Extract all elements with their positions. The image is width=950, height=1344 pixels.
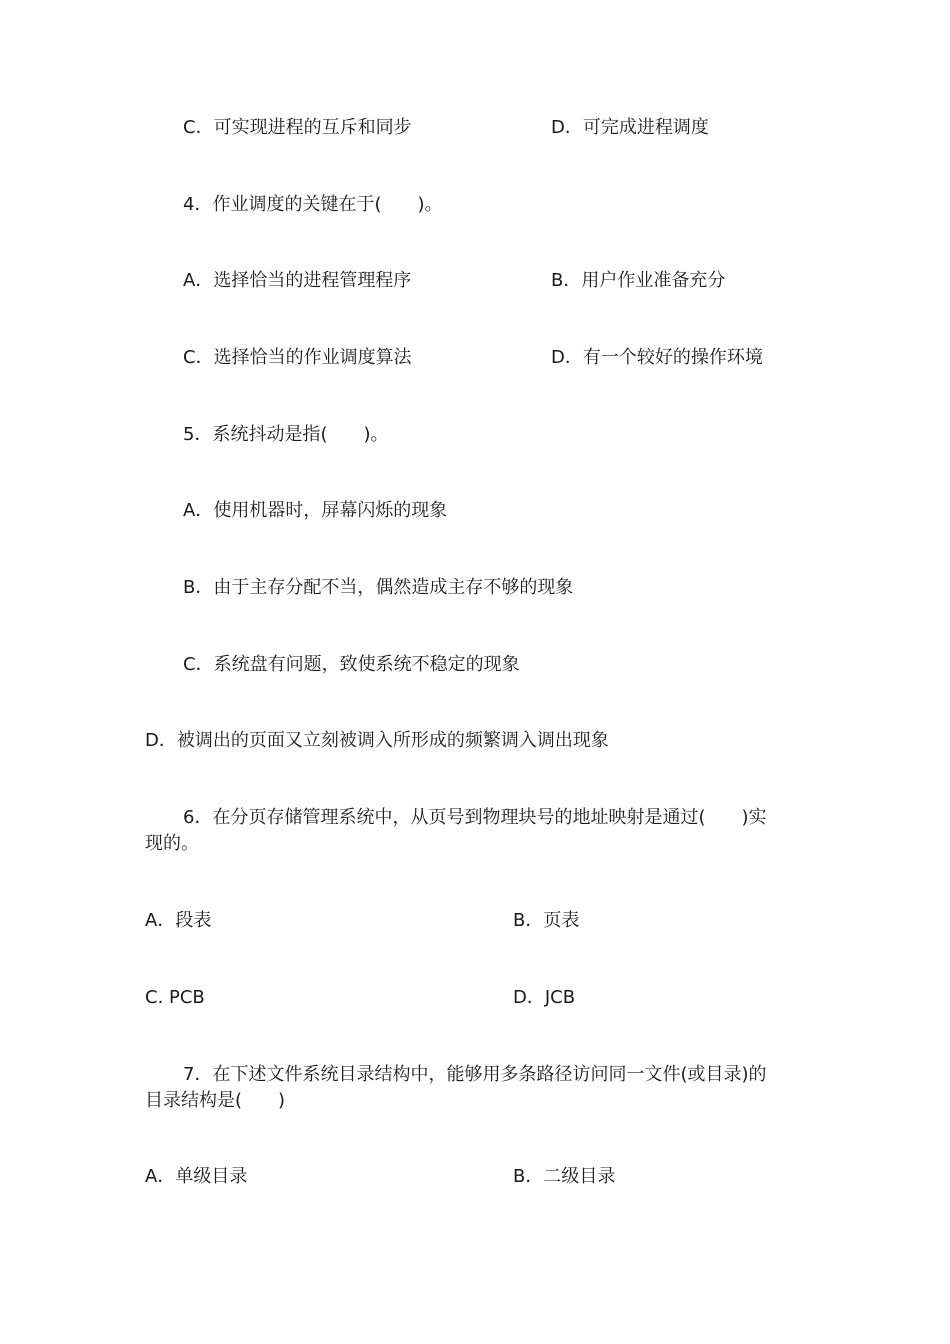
question-5-stem: 5．系统抖动是指( )。 [183,424,389,445]
question-7-option-b: B．二级目录 [513,1166,616,1187]
question-7-stem-line-1: 7．在下述文件系统目录结构中，能够用多条路径访问同一文件(或目录)的 [183,1064,767,1085]
question-5-option-d: D．被调出的页面又立刻被调入所形成的频繁调入调出现象 [145,730,609,751]
question-7-stem-line-2: 目录结构是( ) [145,1090,286,1111]
question-6-stem-line-1: 6．在分页存储管理系统中，从页号到物理块号的地址映射是通过( )实 [183,807,767,828]
question-4-option-d: D．有一个较好的操作环境 [551,347,763,368]
question-7-option-a: A．单级目录 [145,1166,248,1187]
question-6-option-b: B．页表 [513,910,580,931]
question-6-option-c: C. PCB [145,987,205,1008]
question-3-option-d: D．可完成进程调度 [551,117,709,138]
question-4-option-c: C．选择恰当的作业调度算法 [183,347,412,368]
question-5-option-c: C．系统盘有问题，致使系统不稳定的现象 [183,654,520,675]
question-3-option-c: C．可实现进程的互斥和同步 [183,117,412,138]
question-6-stem-line-2: 现的。 [145,833,199,854]
question-4-option-b: B．用户作业准备充分 [551,270,726,291]
question-5-option-b: B．由于主存分配不当，偶然造成主存不够的现象 [183,577,574,598]
question-6-option-d: D．JCB [513,987,576,1008]
question-5-option-a: A．使用机器时，屏幕闪烁的现象 [183,500,448,521]
question-4-stem: 4．作业调度的关键在于( )。 [183,194,443,215]
question-4-option-a: A．选择恰当的进程管理程序 [183,270,412,291]
question-6-option-a: A．段表 [145,910,212,931]
